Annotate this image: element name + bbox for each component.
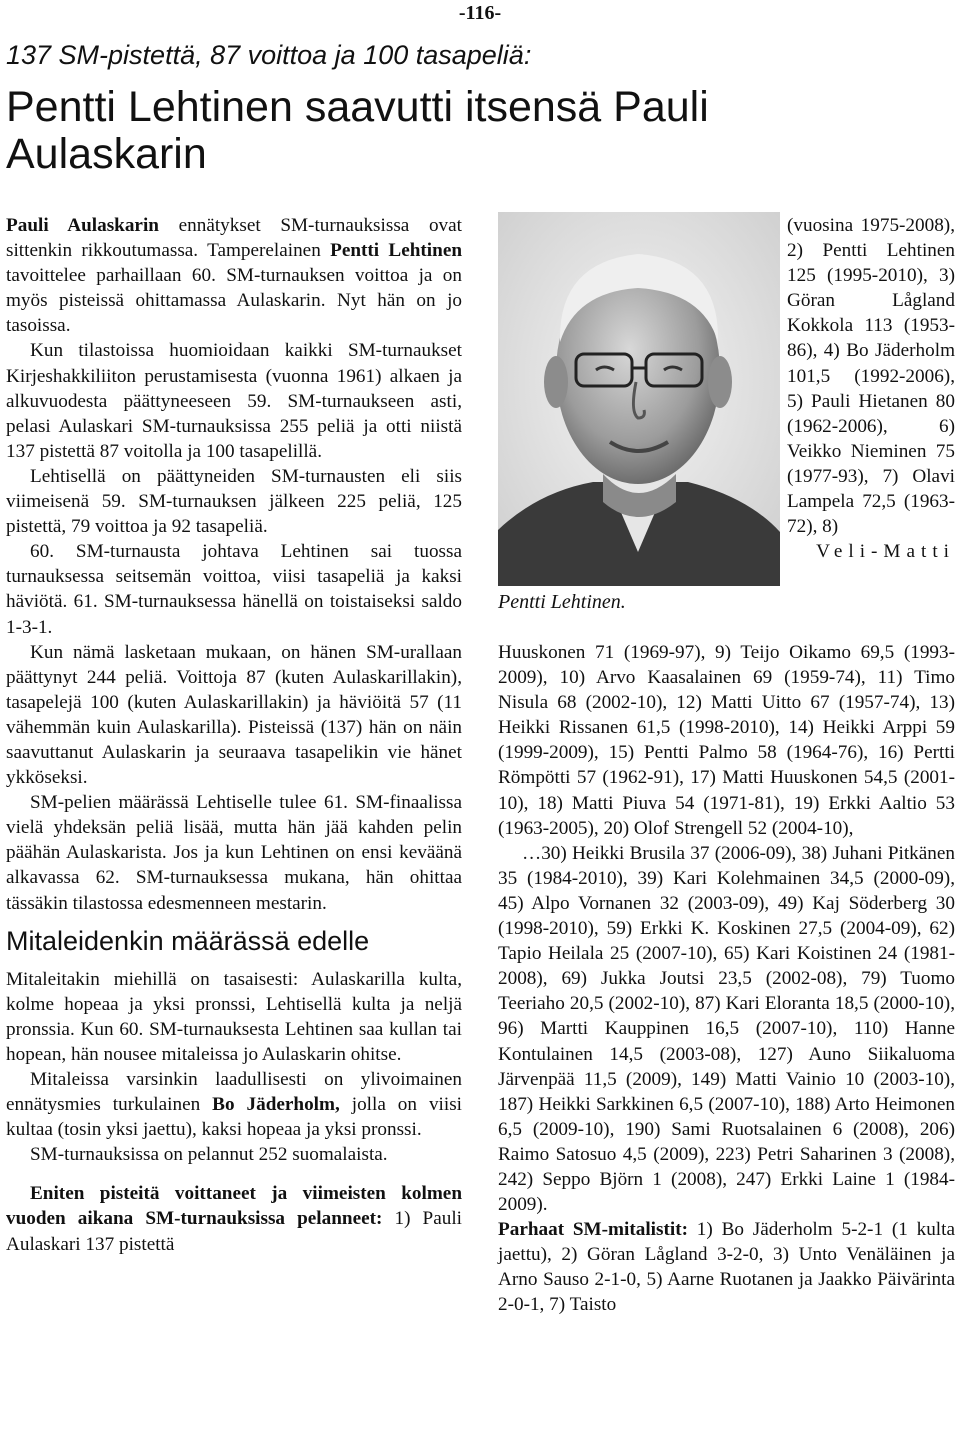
- kicker: 137 SM-pistettä, 87 voittoa ja 100 tasapeliä:: [6, 40, 532, 70]
- paragraph-text: ennätykset SM-turnauksissa ovat sittenkin rikkoutumassa. Tamperelainen: [6, 215, 462, 262]
- right-narrow-column: [787, 213, 955, 564]
- name-text: Veli-Matti: [816, 541, 955, 563]
- veli-matti-line: [787, 539, 955, 564]
- paragraph: [6, 1067, 462, 1142]
- bold-lead: Parhaat SM-mitalistit:: [498, 1219, 688, 1241]
- paragraph: Lehtisellä on päättyneiden SM-turnausten eli siis viimeisenä 59. SM-turnauksen jälkeen 225 peliä, 125 pistettä, 79 voittoa ja 92 tasapeliä.: [6, 465, 462, 538]
- paragraph: Kun nämä lasketaan mukaan, on hänen SM-urallaan päättynyt 244 peliä. Voittoja 87 (kuten Aulaskarillakin), tasapelejä 100 (kuten Aulaskarillakin) ja häviöitä 57 (11 vähemmän kuin Aulaskarilla). Pisteissä (137) hän on näin saavuttanut Aulaskarin ja seuraava tasapelikin vie hänet ykköseksi.: [6, 641, 462, 789]
- paragraph: Mitaleitakin miehillä on tasaisesti: Aulaskarilla kulta, kolme hopeaa ja yksi pronssi, Lehtisellä kulta ja neljä pronssia. Kun 60. SM-turnauksesta Lehtinen saa kullan tai hopean, hän nousee mitaleissa jo Aulaskarin ohitse.: [6, 968, 462, 1065]
- page-number: -116-: [458, 2, 502, 24]
- paragraph-text: Mitaleissa varsinkin laadullisesti on ylivoimainen ennätysmies turkulainen: [6, 1069, 462, 1116]
- paragraph-text: jolla on viisi kultaa (tosin yksi jaettu), kaksi hopeaa ja yksi pronssi.: [6, 1094, 462, 1141]
- photo-caption: Pentti Lehtinen.: [498, 591, 626, 613]
- paragraph: Huuskonen 71 (1969-97), 9) Teijo Oikamo 69,5 (1993-2009), 10) Arvo Kaasalainen 69 (1959-74), 11) Timo Nisula 68 (2002-10), 12) Matti Uitto 67 (1957-74), 13) Heikki Rissanen 61,5 (1998-2010), 14) Heikki Arppi 59 (1999-2009), 15) Pentti Palmo 58 (1964-76), 16) Pertti Römpötti 57 (1962-91), 17) Matti Huuskonen 54,5 (2001-10), 18) Matti Piuva 54 (1971-81), 19) Erkki Aaltio 53 (1963-2005), 20) Olof Strengell 52 (2004-10),: [498, 642, 955, 839]
- right-wide-column: [498, 640, 955, 1318]
- left-column: [6, 213, 462, 1257]
- bold-name: Bo Jäderholm,: [212, 1094, 340, 1116]
- paragraph: Kun tilastoissa huomioidaan kaikki SM-turnaukset Kirjeshakkiliiton perustamisesta (vuonna 1961) alkaen ja alkuvuodesta päättyneeseen 59. SM-turnaukseen asti, pelasi Aulaskari SM-turnauksissa 255 peliä ja otti niistä 137 pistettä 87 voitolla ja 100 tasapelillä.: [6, 340, 462, 462]
- paragraph: SM-pelien määrässä Lehtiselle tulee 61. SM-finaalissa vielä yhdeksän peliä lisää, mutta hän jää kahden pelin päähän Aulaskarista. Jos ja kun Lehtinen on ensi keväänä alkavassa 62. SM-turnauksessa mukana, hän ohittaa tässäkin tilastossa edesmenneen mestarin.: [6, 792, 462, 914]
- headline: Pentti Lehtinen saavutti itsensä Pauli Aulaskarin: [6, 83, 709, 178]
- paragraph: [6, 1181, 462, 1256]
- paragraph: [498, 1217, 955, 1317]
- paragraph: SM-turnauksissa on pelannut 252 suomalaista.: [30, 1144, 388, 1166]
- portrait-photo: [498, 212, 780, 586]
- bold-name: Pauli Aulaskarin: [6, 215, 159, 236]
- paragraph-text: 1) Pauli Aulaskari 137 pistettä: [6, 1208, 462, 1255]
- paragraph-text: 1) Bo Jäderholm 5-2-1 (1 kulta jaettu), 2) Göran Lågland 3-2-0, 3) Unto Venäläinen ja Arno Sauso 2-1-0, 5) Aarne Ruotanen ja Jaakko Päivärinta 2-0-1, 7) Taisto: [498, 1219, 955, 1316]
- paragraph: 60. SM-turnausta johtava Lehtinen sai tuossa turnauksessa seitsemän voittoa, viisi tasapeliä ja kaksi häviötä. 61. SM-turnauksessa hänellä on toistaiseksi saldo 1-3-1.: [6, 541, 462, 638]
- paragraph: [6, 213, 462, 338]
- paragraph-text: tavoittelee parhaillaan 60. SM-turnauksen voittoa ja on myös pisteissä ohittamassa Aulaskarin. Nyt hän on jo tasoissa.: [6, 265, 462, 337]
- bold-lead: Eniten pisteitä voittaneet ja viimeisten kolmen vuoden aikana SM-turnauksissa pelanneet:: [6, 1183, 462, 1230]
- paragraph-text: (vuosina 1975-2008), 2) Pentti Lehtinen 125 (1995-2010), 3) Göran Lågland Kokkola 113 (1953-86), 4) Bo Jäderholm 101,5 (1992-2006), 5) Pauli Hietanen 80 (1962-2006), 6) Veikko Nieminen 75 (1977-93), 7) Olavi Lampela 72,5 (1963-72), 8): [787, 215, 955, 538]
- subheading: Mitaleidenkin määrässä edelle: [6, 925, 370, 956]
- bold-name: Pentti Lehtinen: [330, 240, 463, 262]
- paragraph: …30) Heikki Brusila 37 (2006-09), 38) Juhani Pitkänen 35 (1984-2010), 39) Kari Kolehmainen 34,5 (2000-09), 45) Alpo Vornanen 32 (2003-09), 49) Kaj Söderberg 30 (1998-2010), 59) Erkki K. Koskinen 27,5 (2004-09), 62) Tapio Heilala 25 (2007-10), 65) Kari Koistinen 24 (1981-2008), 69) Jukka Joutsi 23,5 (2002-08), 79) Tuomo Teeriaho 20,5 (2002-10), 87) Kari Eloranta 18,5 (2000-10), 96) Martti Kauppinen 16,5 (2007-10), 110) Hanne Kontulainen 14,5 (2003-08), 127) Auno Siikaluoma Järvenpää 11,5 (2009), 149) Matti Vainio 10 (2003-10), 187) Heikki Sarkkinen 6,5 (2007-10), 188) Arto Heimonen 6,5 (2009-10), 190) Sami Ruotsalainen 6 (2008), 206) Raimo Satosuo 4,5 (2009), 223) Petri Saharinen 3 (2008), 242) Seppo Björn 1 (2008), 247) Erkki Laine 1 (1984-2009).: [498, 842, 955, 1216]
